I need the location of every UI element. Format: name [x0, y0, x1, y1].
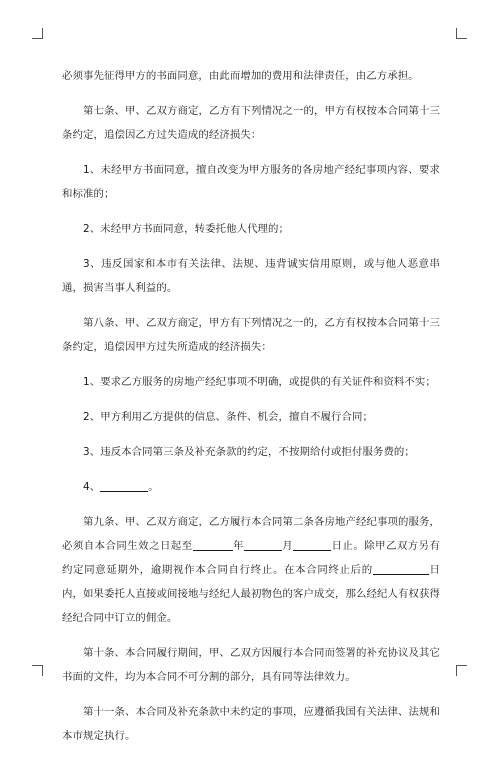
article-8: 第八条、甲、乙双方商定，甲方有下列情况之一的，乙方有权按本合同第十三条约定，追偿因甲方过失所造成的经济损失：: [62, 317, 440, 353]
document-body: [62, 64, 440, 759]
paragraph-continuation: 必须事先征得甲方的书面同意，由此而增加的费用和法律责任，由乙方承担。: [62, 70, 419, 82]
article-11: 第十一条、本合同及补充条款中未约定的事项，应遵循我国有关法律、法规和本市规定执行。: [62, 706, 440, 742]
article-7-item-2: 2、未经甲方书面同意，转委托他人代理的；: [83, 223, 290, 235]
article-7-item-3: 3、违反国家和本市有关法律、法规、违背诚实信用原则，或与他人恶意串通，损害当事人利益的。: [62, 258, 440, 294]
article-8-item-3: 3、违反本合同第三条及补充条款的约定，不按期给付或拒付服务费的；: [83, 446, 415, 458]
article-8-item-1: 1、要求乙方服务的房地产经纪事项不明确，或提供的有关证件和资料不实；: [83, 376, 436, 388]
article-9-part-b: 日止。除甲乙双方另有约定同意延期外，逾期视作本合同自行终止。在本合同终止后的: [62, 540, 441, 576]
article-9: [62, 510, 440, 630]
blank-field: [100, 479, 148, 492]
blank-month: [244, 538, 282, 551]
article-8-item-2: 2、甲方利用乙方提供的信息、条件、机会，擅自不履行合同；: [83, 411, 373, 423]
article-9-part-a: 第九条、甲、乙双方商定，乙方履行本合同第二条各房地产经纪事项的服务，必须自本合同生效之日起至: [62, 516, 440, 552]
crop-mark-top-right: [456, 28, 467, 39]
item-4-prefix: 4、: [83, 481, 101, 493]
article-7-item-1: 1、未经甲方书面同意，擅自改变为甲方服务的各房地产经纪事项内容、要求和标准的；: [62, 164, 440, 200]
crop-mark-bottom-left: [32, 665, 43, 676]
blank-year: [193, 538, 233, 551]
month-label: 月: [281, 540, 294, 552]
year-label: 年: [232, 540, 244, 552]
blank-day: [293, 538, 331, 551]
crop-mark-bottom-right: [456, 665, 467, 676]
article-7: 第七条、甲、乙双方商定，乙方有下列情况之一的，甲方有权按本合同第十三条约定，追偿因乙方过失造成的经济损失：: [62, 105, 440, 141]
crop-mark-top-left: [32, 28, 43, 39]
blank-days: [373, 562, 429, 575]
article-8-item-4: [62, 475, 440, 499]
article-9-part-c: 日内，如果委托人直接或间接地与经纪人最初物色的客户成交，那么经纪人有权获得经纪合同中订立的佣金。: [62, 564, 440, 624]
article-10: 第十条、本合同履行期间，甲、乙双方因履行本合同而签署的补充协议及其它书面的文件，均为本合同不可分割的部分，具有同等法律效力。: [62, 647, 440, 683]
item-4-suffix: 。: [148, 481, 159, 493]
